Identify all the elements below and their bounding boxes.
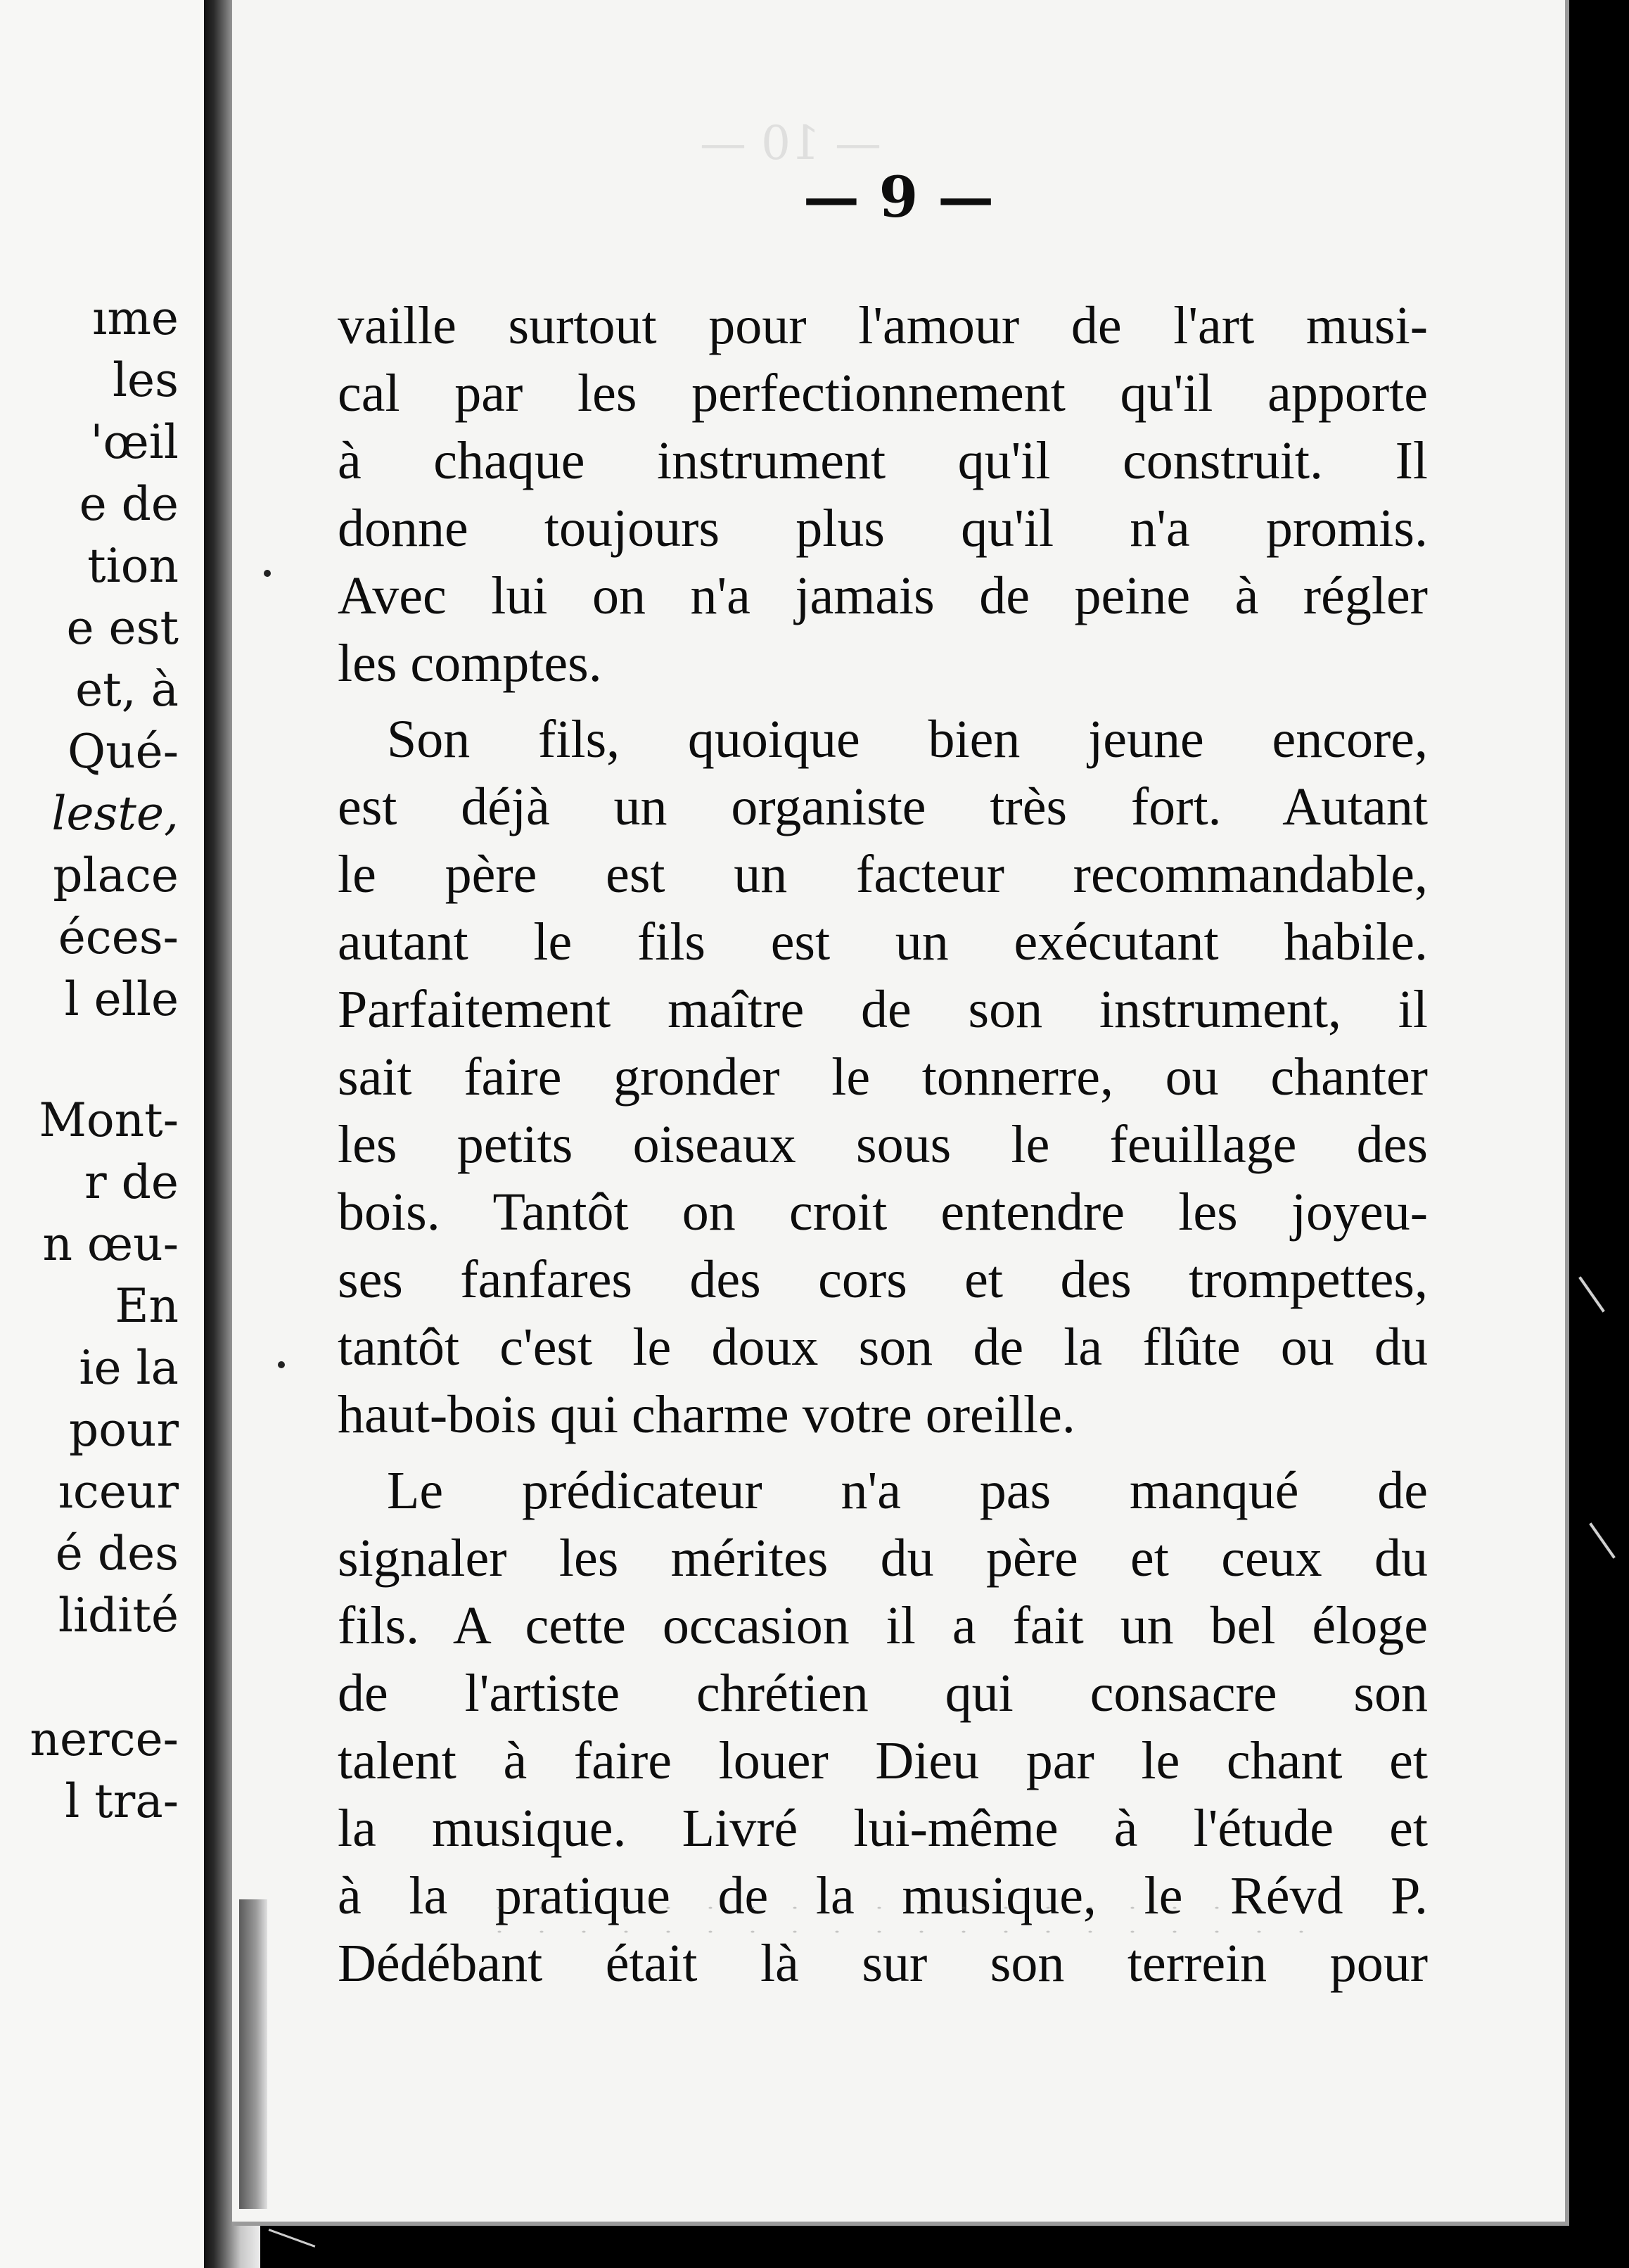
left-fragment: pour	[68, 1403, 179, 1457]
text-line: les comptes.	[338, 634, 602, 693]
scan-artifact	[1578, 1276, 1605, 1312]
left-facing-page	[0, 0, 211, 2268]
left-fragment: En	[115, 1279, 179, 1333]
text-line: vaille surtout pour l'amour de l'art musi-	[338, 296, 1428, 355]
text-line: bois. Tantôt on croit entendre les joyeu-	[338, 1183, 1428, 1242]
left-fragment: ie la	[79, 1341, 179, 1395]
ink-speck	[278, 1361, 285, 1368]
text-line: Parfaitement maître de son instrument, il	[338, 980, 1428, 1039]
main-page	[232, 0, 1569, 2226]
gutter-shadow	[239, 1899, 267, 2209]
text-line: cal par les perfectionnement qu'il apporte	[338, 364, 1428, 423]
text-line: autant le fils est un exécutant habile.	[338, 912, 1428, 971]
left-fragment: les	[112, 353, 179, 407]
left-fragment: leste,	[51, 786, 179, 841]
left-fragment: Mont-	[39, 1093, 179, 1147]
left-fragment: e de	[79, 477, 179, 531]
left-fragment: place	[53, 848, 179, 903]
text-line: est déjà un organiste très fort. Autant	[338, 777, 1428, 836]
left-fragment: l tra-	[65, 1774, 179, 1828]
left-fragment: 'œil	[90, 415, 179, 469]
scan-artifact	[269, 2229, 316, 2248]
left-fragment: r de	[84, 1155, 179, 1209]
text-line: la musique. Livré lui-même à l'étude et	[338, 1799, 1428, 1858]
left-fragment: lidité	[58, 1588, 179, 1643]
left-fragment: nerce-	[30, 1712, 179, 1766]
text-line: signaler les mérites du père et ceux du	[338, 1529, 1428, 1588]
ink-speck	[264, 570, 271, 577]
left-fragment: é des	[55, 1527, 179, 1581]
perforation-dots	[478, 1896, 1322, 1945]
left-fragment: l elle	[64, 972, 179, 1026]
left-fragment: ıceur	[58, 1465, 179, 1519]
text-line: talent à faire louer Dieu par le chant et	[338, 1731, 1428, 1790]
text-line: à la pratique de la musique, le Révd P.	[338, 1866, 1428, 1925]
text-line: de l'artiste chrétien qui consacre son	[338, 1664, 1428, 1723]
text-line: haut-bois qui charme votre oreille.	[338, 1385, 1075, 1444]
text-line: Avec lui on n'a jamais de peine à régler	[338, 566, 1428, 625]
paragraph-gap	[338, 697, 1428, 706]
page-number: — 9 —	[803, 164, 995, 230]
scan-artifact	[1589, 1522, 1616, 1558]
text-line: sait faire gronder le tonnerre, ou chanter	[338, 1047, 1428, 1107]
left-fragment: tion	[87, 539, 179, 593]
bleed-through-page-number: — 10 —	[700, 116, 881, 170]
text-line: Dédébant était là sur son terrein pour	[338, 1934, 1428, 1993]
left-fragment: éces-	[58, 910, 179, 964]
paragraph-gap	[338, 1448, 1428, 1457]
text-line: tantôt c'est le doux son de la flûte ou du	[338, 1318, 1428, 1377]
scan-background-right	[1569, 0, 1629, 2268]
left-fragment: Qué-	[68, 725, 179, 779]
text-line: fils. A cette occasion il a fait un bel éloge	[338, 1596, 1428, 1655]
left-fragment: et, à	[75, 663, 179, 717]
body-text	[338, 292, 1428, 1997]
text-line: donne toujours plus qu'il n'a promis.	[338, 499, 1428, 558]
left-fragment: ıme	[92, 291, 179, 345]
left-fragment: e est	[66, 601, 179, 655]
text-line: à chaque instrument qu'il construit. Il	[338, 431, 1428, 490]
text-line: Son fils, quoique bien jeune encore,	[387, 710, 1428, 769]
text-line: ses fanfares des cors et des trompettes,	[338, 1250, 1428, 1309]
text-line: le père est un facteur recommandable,	[338, 845, 1428, 904]
text-line: Le prédicateur n'a pas manqué de	[387, 1461, 1428, 1520]
left-fragment: n œu-	[42, 1217, 179, 1271]
text-line: les petits oiseaux sous le feuillage des	[338, 1115, 1428, 1174]
